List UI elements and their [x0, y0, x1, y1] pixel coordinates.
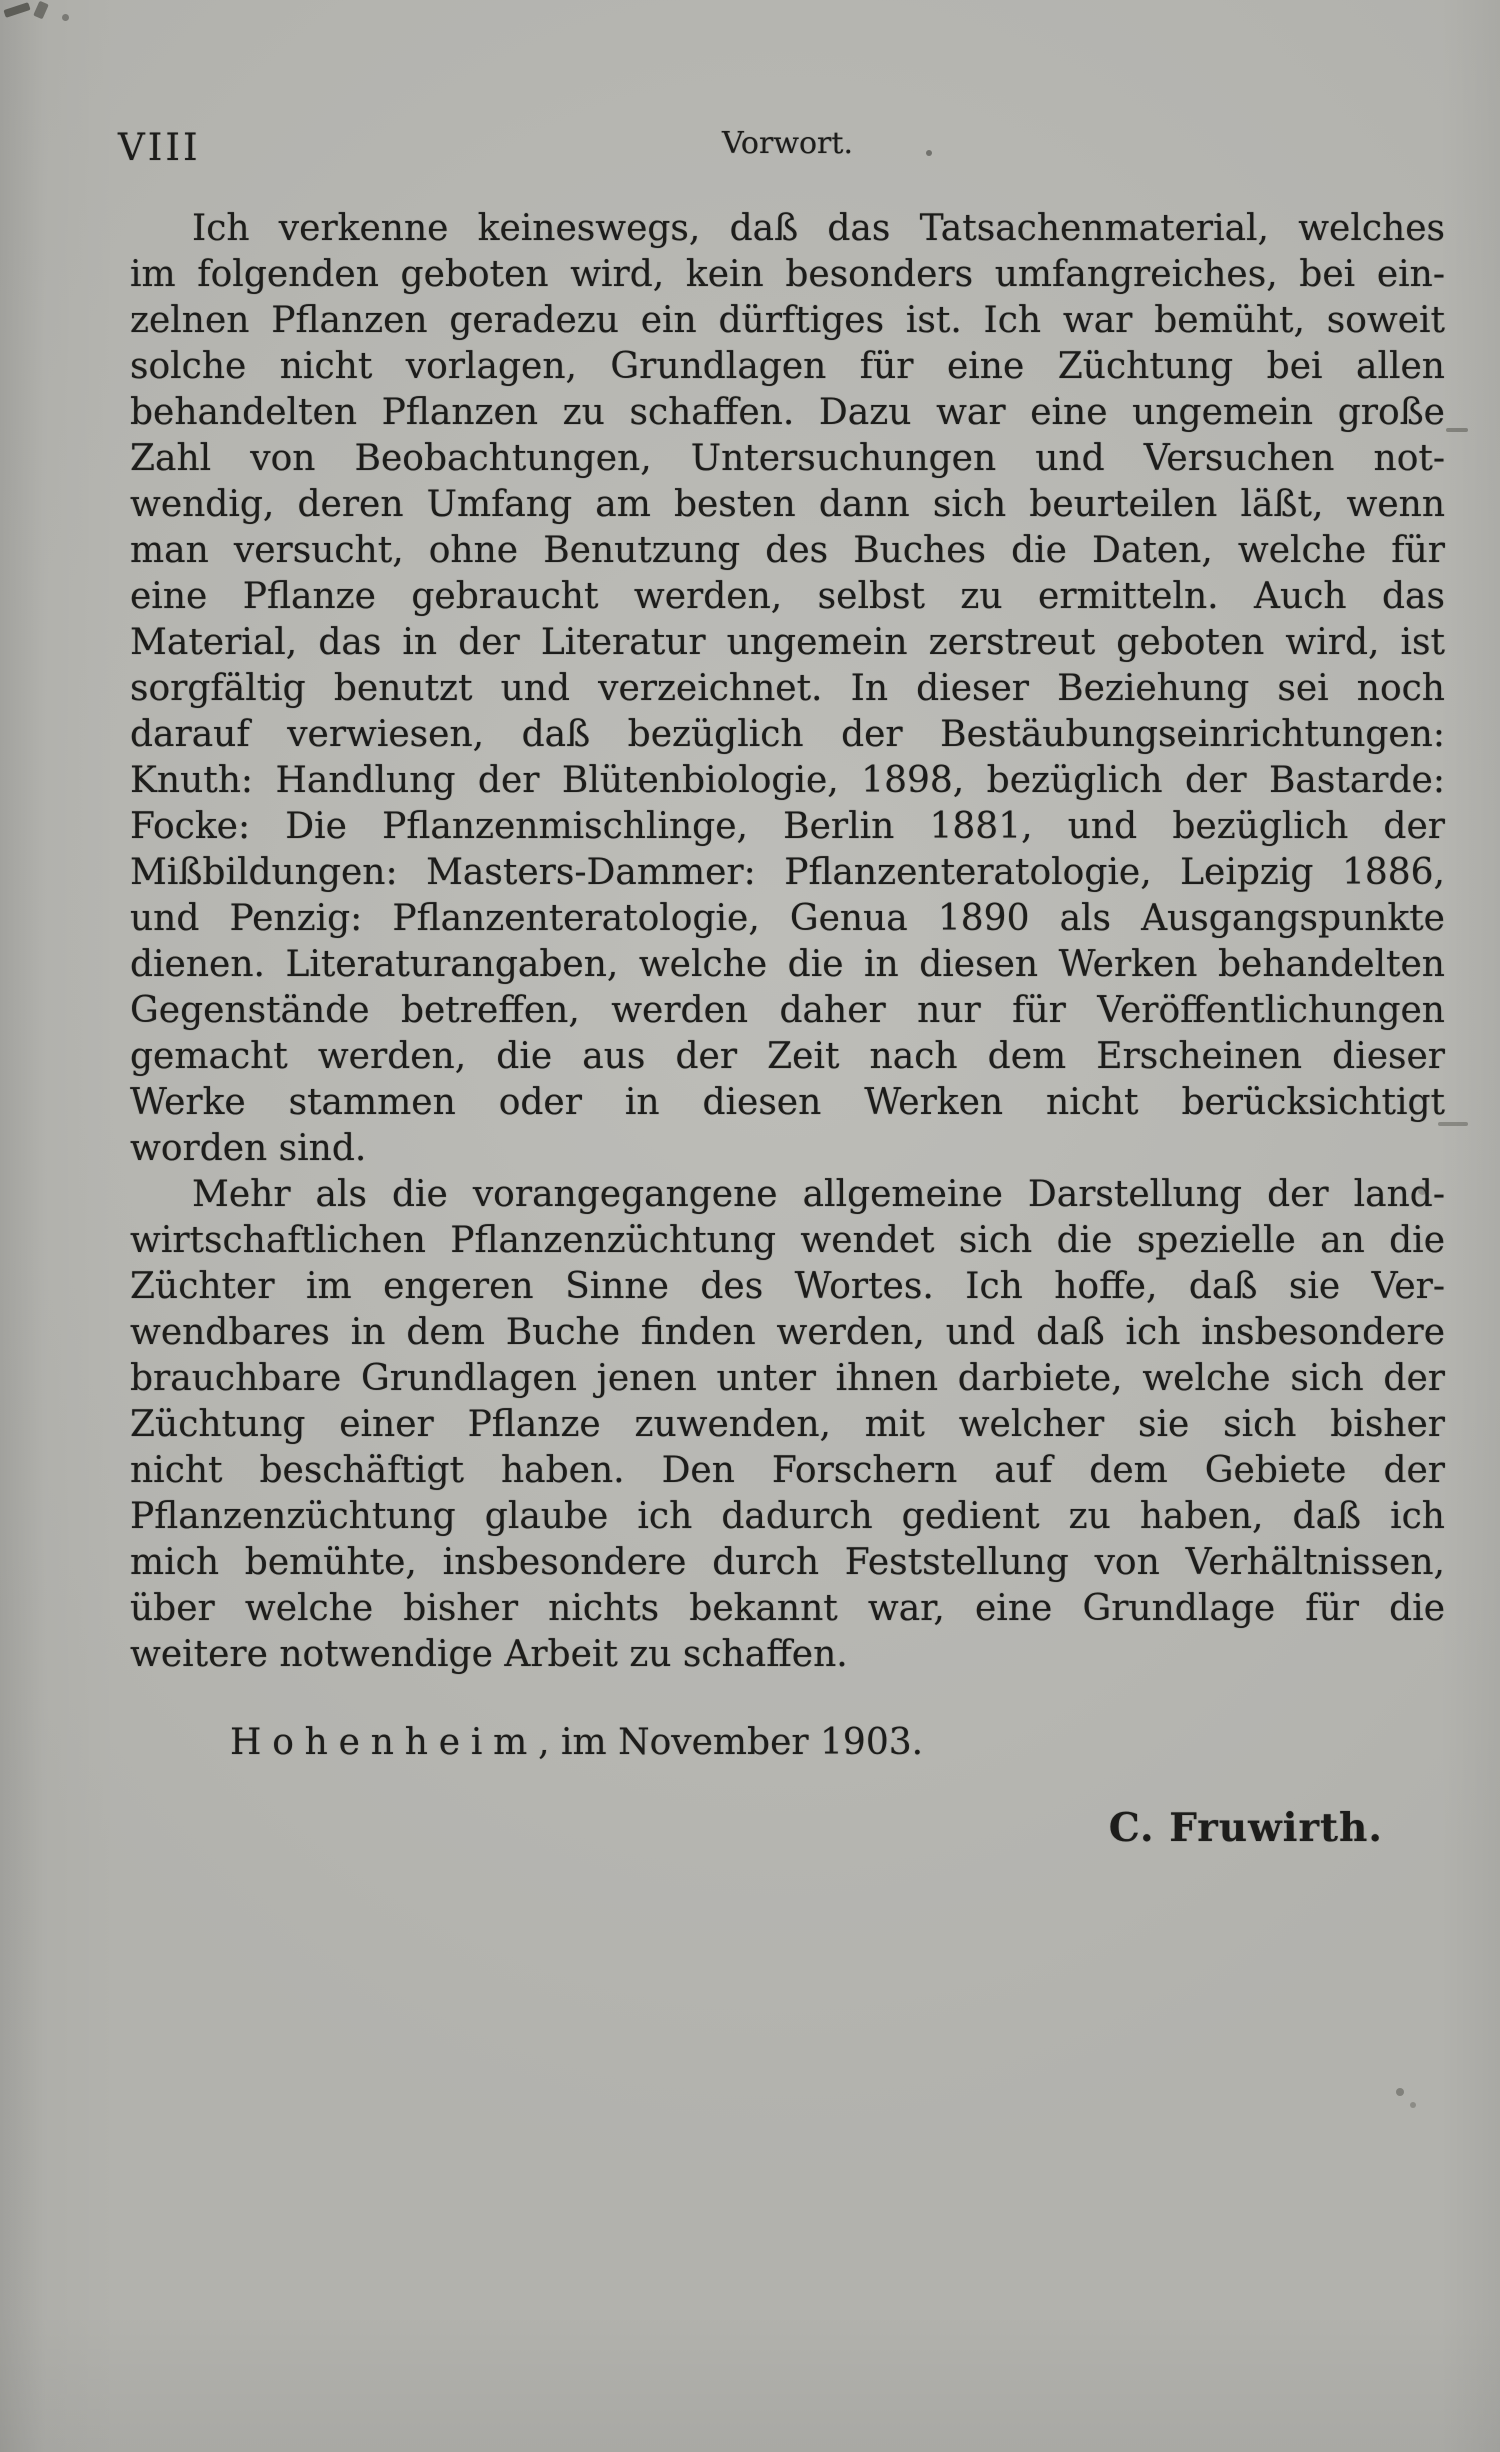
text-line: im folgenden geboten wird, kein besonders umfangreiches, bei ein-	[130, 254, 1445, 295]
dateline-rest: , im November 1903.	[538, 1722, 924, 1763]
dateline-place: Hohenheim	[230, 1722, 539, 1763]
text-line: und Penzig: Pflanzenteratologie, Genua 1890 als Ausgangspunkte	[130, 898, 1445, 939]
text-line: Mehr als die vorangegangene allgemeine Darstellung der land-	[192, 1174, 1445, 1215]
text-line: zelnen Pflanzen geradezu ein dürftiges ist. Ich war bemüht, soweit	[130, 300, 1445, 341]
scan-artifact	[1438, 1122, 1468, 1126]
paragraph	[130, 206, 1445, 1172]
text-line: Züchter im engeren Sinne des Wortes. Ich hoffe, daß sie Ver-	[130, 1266, 1445, 1307]
dateline	[130, 1720, 1445, 1766]
scan-artifact	[1410, 2102, 1416, 2108]
page-number: VIII	[118, 126, 201, 169]
scan-artifact	[1418, 1186, 1427, 1195]
paragraph	[130, 1172, 1445, 1678]
text-line: brauchbare Grundlagen jenen unter ihnen darbiete, welche sich der	[130, 1358, 1445, 1399]
scan-artifact	[1396, 2088, 1404, 2096]
text-line: Ich verkenne keineswegs, daß das Tatsachenmaterial, welches	[192, 208, 1445, 249]
scan-artifact	[1446, 428, 1468, 432]
preface-paragraphs	[130, 206, 1445, 1678]
text-line: mich bemühte, insbesondere durch Feststellung von Verhältnissen,	[130, 1542, 1445, 1583]
text-line: weitere notwendige Arbeit zu schaffen.	[130, 1634, 848, 1675]
text-line: Gegenstände betreffen, werden daher nur für Veröffentlichungen	[130, 990, 1445, 1031]
scan-artifact	[926, 150, 932, 156]
text-line: darauf verwiesen, daß bezüglich der Bestäubungseinrichtungen:	[130, 714, 1445, 755]
scan-artifact	[33, 1, 49, 20]
text-line: gemacht werden, die aus der Zeit nach dem Erscheinen dieser	[130, 1036, 1445, 1077]
text-line: sorgfältig benutzt und verzeichnet. In dieser Beziehung sei noch	[130, 668, 1445, 709]
text-line: worden sind.	[130, 1128, 367, 1169]
text-line: wirtschaftlichen Pflanzenzüchtung wendet sich die spezielle an die	[130, 1220, 1445, 1261]
text-line: behandelten Pflanzen zu schaffen. Dazu war eine ungemein große	[130, 392, 1445, 433]
text-line: wendbares in dem Buche finden werden, und daß ich insbesondere	[130, 1312, 1445, 1353]
text-line: über welche bisher nichts bekannt war, eine Grundlage für die	[130, 1588, 1445, 1629]
scan-artifact	[62, 14, 69, 21]
text-line: Material, das in der Literatur ungemein zerstreut geboten wird, ist	[130, 622, 1445, 663]
text-line: dienen. Literaturangaben, welche die in diesen Werken behandelten	[130, 944, 1445, 985]
author-signature: C. Fruwirth.	[1108, 1805, 1383, 1851]
text-line: man versucht, ohne Benutzung des Buches die Daten, welche für	[130, 530, 1445, 571]
page-header	[118, 126, 1445, 176]
text-line: Mißbildungen: Masters-Dammer: Pflanzenteratologie, Leipzig 1886,	[130, 852, 1445, 893]
text-line: Pflanzenzüchtung glaube ich dadurch gedient zu haben, daß ich	[130, 1496, 1445, 1537]
text-block	[130, 206, 1445, 1852]
text-line: Züchtung einer Pflanze zuwenden, mit welcher sie sich bisher	[130, 1404, 1445, 1445]
text-line: eine Pflanze gebraucht werden, selbst zu ermitteln. Auch das	[130, 576, 1445, 617]
text-line: Werke stammen oder in diesen Werken nicht berücksichtigt	[130, 1082, 1445, 1123]
scan-artifact	[3, 2, 30, 18]
text-line: nicht beschäftigt haben. Den Forschern auf dem Gebiete der	[130, 1450, 1445, 1491]
text-line: wendig, deren Umfang am besten dann sich beurteilen läßt, wenn	[130, 484, 1445, 525]
running-title: Vorwort.	[722, 126, 853, 161]
text-line: solche nicht vorlagen, Grundlagen für eine Züchtung bei allen	[130, 346, 1445, 387]
text-line: Focke: Die Pflanzenmischlinge, Berlin 1881, und bezüglich der	[130, 806, 1445, 847]
text-line: Knuth: Handlung der Blütenbiologie, 1898, bezüglich der Bastarde:	[130, 760, 1445, 801]
text-line: Zahl von Beobachtungen, Untersuchungen und Versuchen not-	[130, 438, 1445, 479]
